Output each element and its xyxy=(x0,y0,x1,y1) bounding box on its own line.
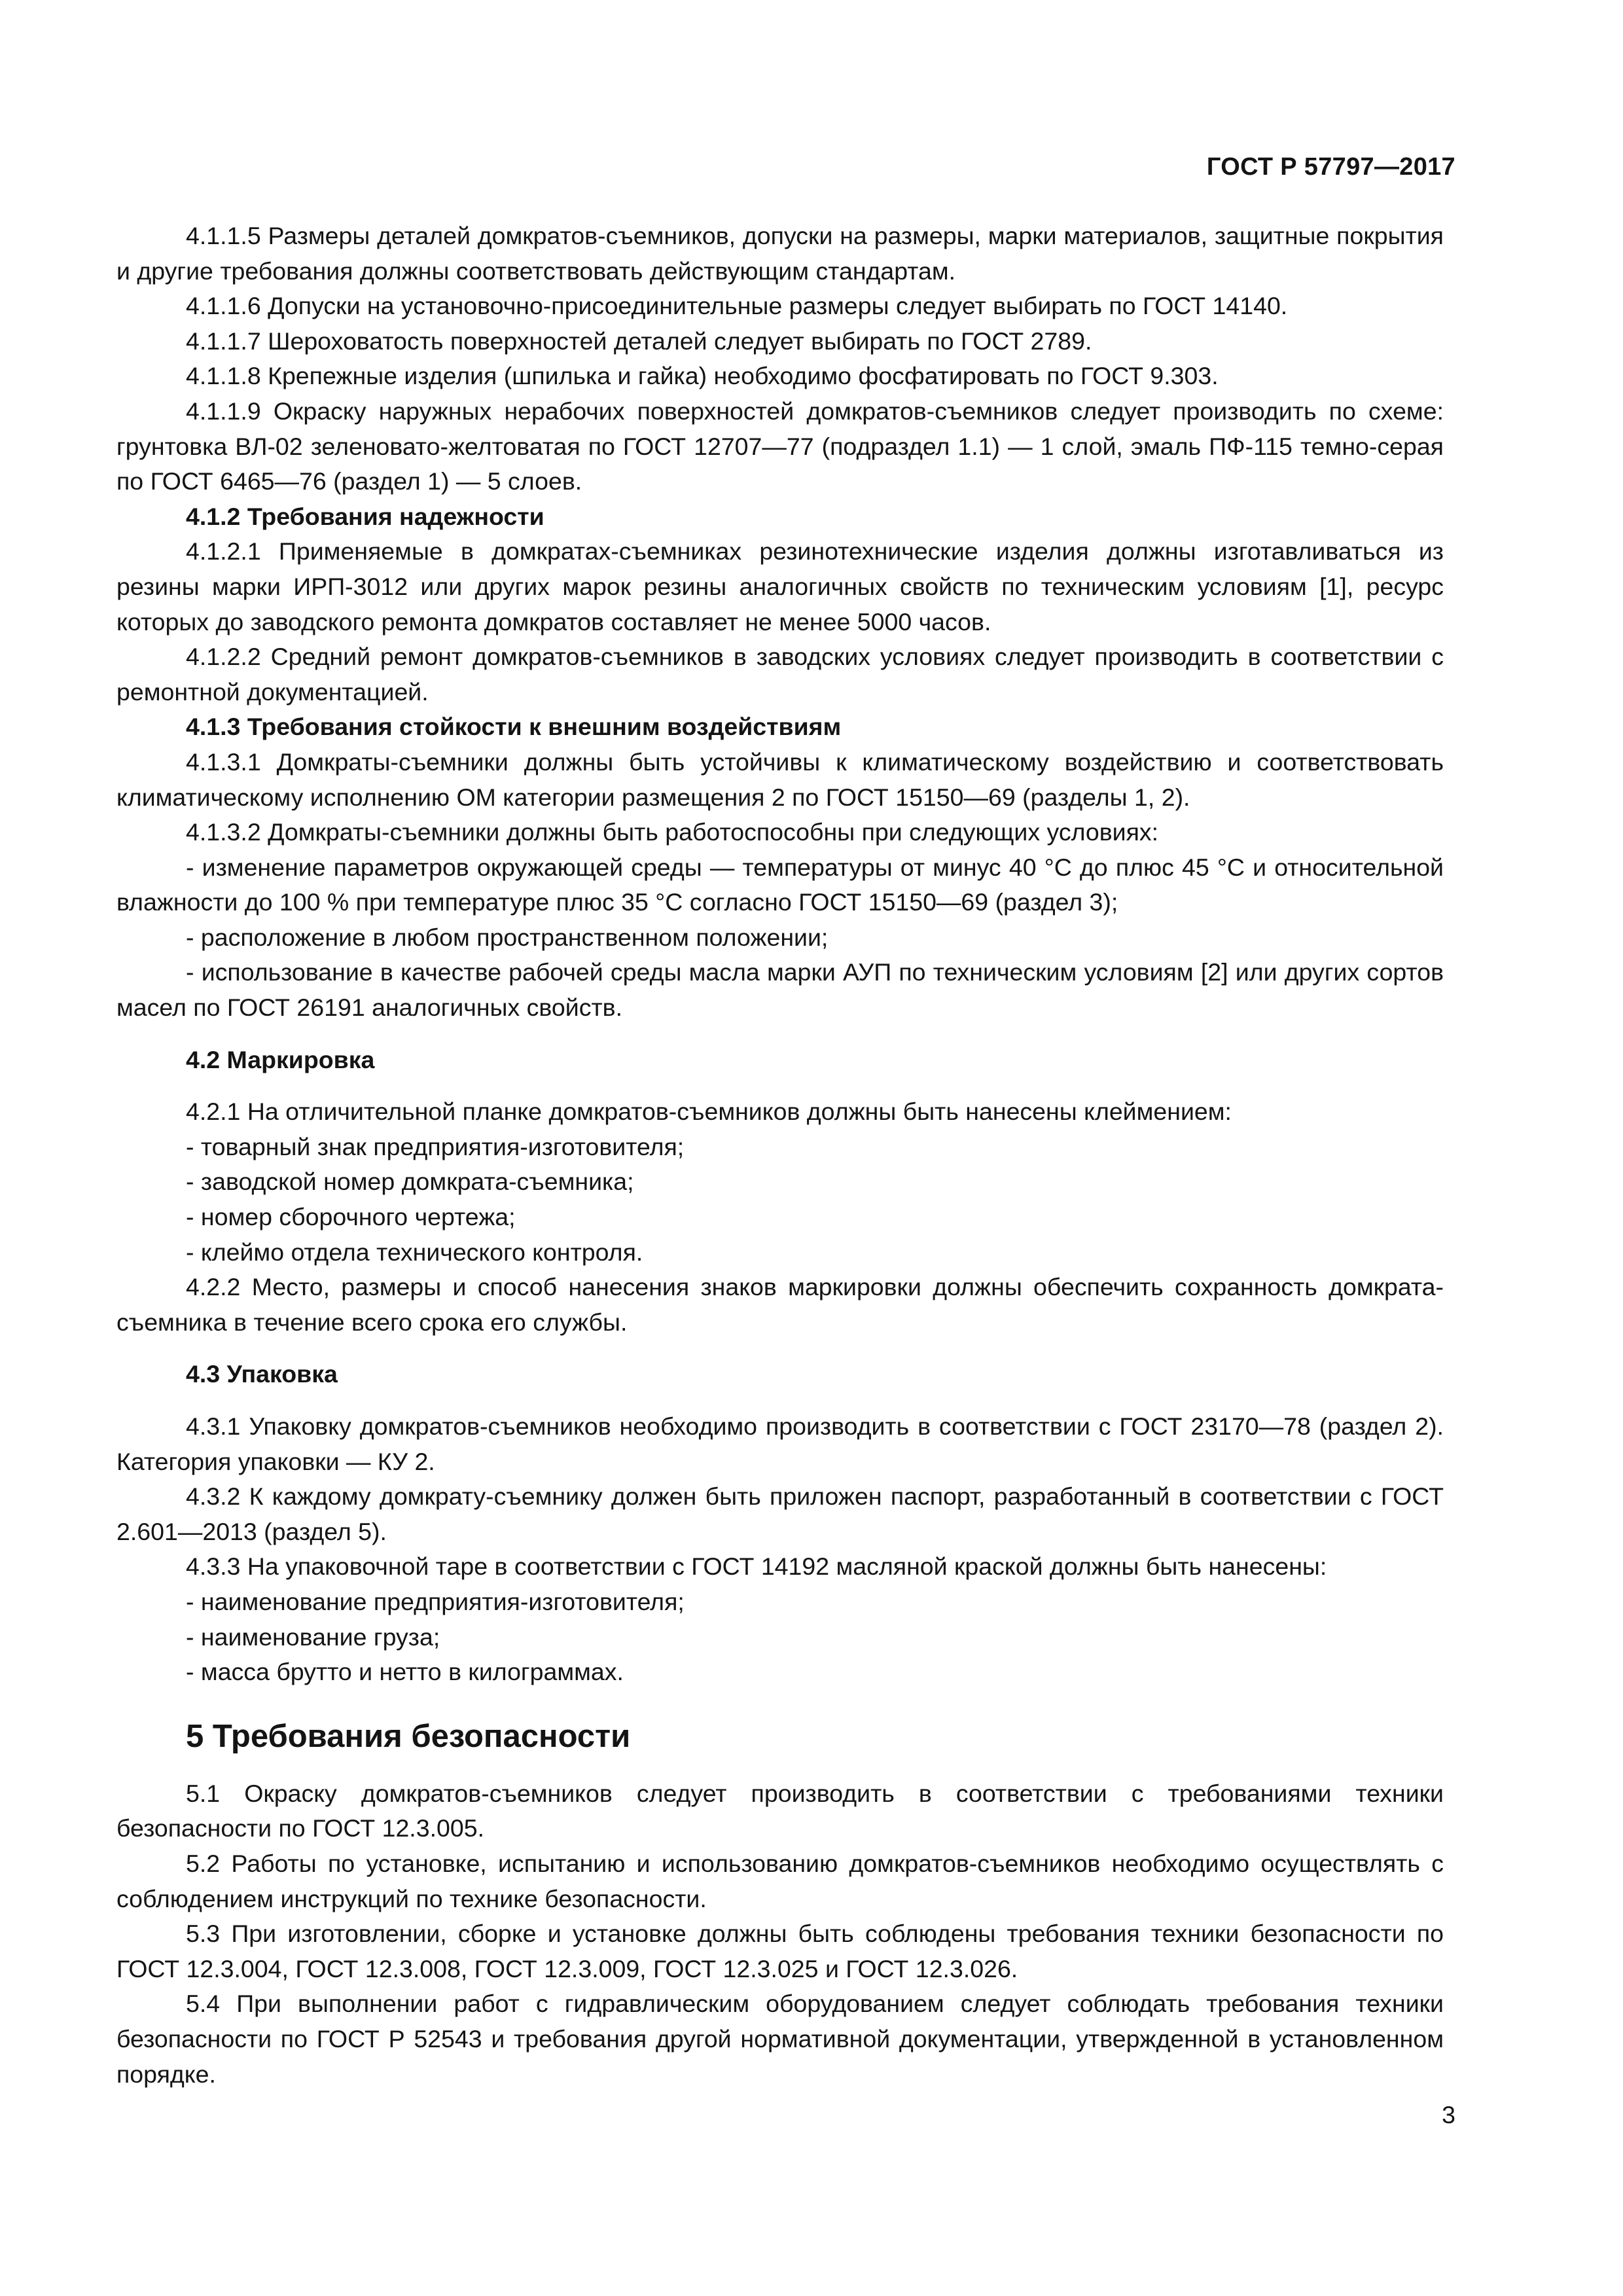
paragraph: - клеймо отдела технического контроля. xyxy=(186,1238,643,1266)
paragraph: - наименование предприятия-изготовителя; xyxy=(186,1587,685,1615)
paragraph: 4.1.1.9 Окраску наружных нерабочих поверхностей домкратов-съемников следует производить по схеме: грунтовка ВЛ-02 зеленовато-желтоватая по ГОСТ 12707—77 (подраздел 1.1) — 1 слой, эмаль ПФ-115 темно-серая по ГОСТ 6465—76 (раздел 1) — 5 слоев. xyxy=(116,397,1444,495)
paragraph: 4.2.1 На отличительной планке домкратов-съемников должны быть нанесены клеймением: xyxy=(186,1098,1232,1126)
paragraph: 4.1.2.1 Применяемые в домкратах-съемниках резинотехнические изделия должны изготавливаться из резины марки ИРП-3012 или других марок резины аналогичных свойств по техническим условиям [1], ресурс которых до заводского ремонта домкратов составляет не менее 5000 часов. xyxy=(116,537,1444,636)
paragraph: - изменение параметров окружающей среды — температуры от минус 40 °С до плюс 45 °С и относительной влажности до 100 % при температуре плюс 35 °С согласно ГОСТ 15150—69 (раздел 3); xyxy=(116,853,1444,916)
document-number: ГОСТ Р 57797—2017 xyxy=(1206,153,1455,181)
paragraph: 4.3.1 Упаковку домкратов-съемников необходимо производить в соответствии с ГОСТ 23170—78 (раздел 2). Категория упаковки — КУ 2. xyxy=(116,1412,1444,1475)
paragraph: - товарный знак предприятия-изготовителя; xyxy=(186,1132,685,1160)
paragraph: 5.2 Работы по установке, испытанию и использованию домкратов-съемников необходимо осуществлять с соблюдением инструкций по технике безопасности. xyxy=(116,1849,1444,1912)
document-body xyxy=(116,219,1444,2092)
paragraph: 4.1.1.8 Крепежные изделия (шпилька и гайка) необходимо фосфатировать по ГОСТ 9.303. xyxy=(186,362,1219,390)
paragraph: 4.3.2 К каждому домкрату-съемнику должен быть приложен паспорт, разработанный в соответствии с ГОСТ 2.601—2013 (раздел 5). xyxy=(116,1482,1444,1545)
paragraph: 4.1.1.7 Шероховатость поверхностей деталей следует выбирать по ГОСТ 2789. xyxy=(186,327,1092,355)
paragraph: 4.1.1.5 Размеры деталей домкратов-съемников, допуски на размеры, марки материалов, защитные покрытия и другие требования должны соответствовать действующим стандартам. xyxy=(116,222,1444,285)
paragraph: 4.1.2.2 Средний ремонт домкратов-съемников в заводских условиях следует производить в соответствии с ремонтной документацией. xyxy=(116,643,1444,706)
paragraph: 5.3 При изготовлении, сборке и установке должны быть соблюдены требования техники безопасности по ГОСТ 12.3.004, ГОСТ 12.3.008, ГОСТ 12.3.009, ГОСТ 12.3.025 и ГОСТ 12.3.026. xyxy=(116,1920,1444,1982)
paragraph: 5.4 При выполнении работ с гидравлическим оборудованием следует соблюдать требования техники безопасности по ГОСТ Р 52543 и требования другой нормативной документации, утвержденной в установленном порядке. xyxy=(116,1990,1444,2088)
section-heading: 5 Требования безопасности xyxy=(186,1718,631,1754)
paragraph: 4.1.3.1 Домкраты-съемники должны быть устойчивы к климатическому воздействию и соответствовать климатическому исполнению ОМ категории размещения 2 по ГОСТ 15150—69 (разделы 1, 2). xyxy=(116,747,1444,811)
paragraph: 4.3.3 На упаковочной таре в соответствии с ГОСТ 14192 масляной краской должны быть нанесены: xyxy=(186,1552,1327,1581)
paragraph: - наименование груза; xyxy=(186,1623,440,1651)
clause-heading: 4.1.3 Требования стойкости к внешним воздействиям xyxy=(186,713,842,741)
page-number: 3 xyxy=(1442,2101,1455,2128)
paragraph: - использование в качестве рабочей среды масла марки АУП по техническим условиям [2] или других сортов масел по ГОСТ 26191 аналогичных свойств. xyxy=(116,958,1444,1022)
paragraph: - масса брутто и нетто в килограммах. xyxy=(186,1658,624,1686)
paragraph: 4.1.1.6 Допуски на установочно-присоединительные размеры следует выбирать по ГОСТ 14140. xyxy=(186,292,1288,320)
paragraph: 5.1 Окраску домкратов-съемников следует производить в соответствии с требованиями техники безопасности по ГОСТ 12.3.005. xyxy=(116,1779,1444,1842)
paragraph: - заводской номер домкрата-съемника; xyxy=(186,1168,634,1196)
subsection-heading: 4.3 Упаковка xyxy=(186,1360,338,1388)
paragraph: 4.2.2 Место, размеры и способ нанесения знаков маркировки должны обеспечить сохранность домкрата-съемника в течение всего срока его службы. xyxy=(116,1273,1444,1336)
paragraph: 4.1.3.2 Домкраты-съемники должны быть работоспособны при следующих условиях: xyxy=(186,818,1159,846)
paragraph: - номер сборочного чертежа; xyxy=(186,1203,516,1231)
clause-heading: 4.1.2 Требования надежности xyxy=(186,502,544,530)
paragraph: - расположение в любом пространственном положении; xyxy=(186,923,829,951)
subsection-heading: 4.2 Маркировка xyxy=(186,1045,375,1073)
